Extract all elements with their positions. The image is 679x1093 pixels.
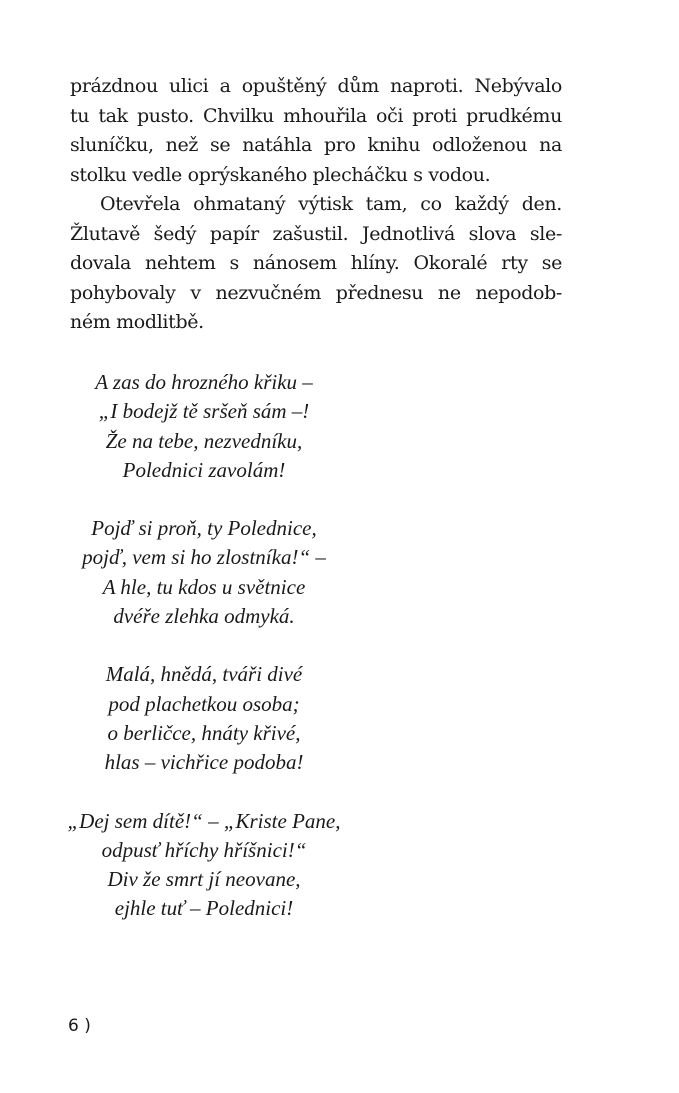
- verse-line: dvéře zlehka odmyká.: [113, 604, 295, 629]
- verse-line: Div že smrt jí neovane,: [107, 867, 301, 892]
- verse-line: „I bodejž tě sršeň sám –!: [98, 399, 310, 424]
- verse-line: A zas do hrozného křiku –: [95, 370, 313, 394]
- verse-line: o berličce, hnáty křivé,: [107, 720, 301, 745]
- poem-stanza: [70, 368, 562, 485]
- poem-stanza: [67, 807, 562, 924]
- verse-line: Že na tebe, nezvedníku,: [105, 428, 303, 453]
- prose-line: stolku vedle oprýskaného plecháčku s vodou.: [70, 163, 491, 186]
- verse-line: Polednici zavolám!: [122, 457, 286, 482]
- prose-line: pohybovaly v nezvučném přednesu ne nepodob-: [70, 281, 562, 304]
- paragraph-2: [70, 190, 562, 338]
- paragraph-1: [70, 72, 562, 190]
- verse-line: ejhle tuť – Polednici!: [114, 896, 294, 921]
- prose-line: tu tak pusto. Chvilku mhouřila oči proti prudkému: [70, 104, 562, 127]
- prose-line: dovala nehtem s nánosem hlíny. Okoralé rty se: [70, 252, 562, 274]
- prose-line: Otevřela ohmataný výtisk tam, co každý den.: [100, 193, 562, 215]
- prose-line: ném modlitbě.: [70, 311, 204, 333]
- page-body: [70, 72, 562, 338]
- verse-line: pojď, vem si ho zlostníka!“ –: [82, 545, 326, 570]
- prose-line: Žlutavě šedý papír zašustil. Jednotlivá slova sle-: [70, 222, 562, 245]
- poem-stanza: [70, 514, 562, 631]
- prose-line: sluníčku, než se natáhla pro knihu odloženou na: [70, 134, 562, 156]
- verse-line: pod plachetkou osoba;: [108, 691, 300, 716]
- verse-line: odpusť hříchy hříšnici!“: [101, 837, 307, 862]
- poem-stanza: [70, 660, 562, 777]
- verse-line: A hle, tu kdos u světnice: [102, 574, 306, 599]
- page-number: 6 ): [68, 1016, 91, 1036]
- poem: [67, 368, 562, 953]
- verse-line: Pojď si proň, ty Polednice,: [91, 516, 317, 541]
- prose-line: prázdnou ulici a opuštěný dům naproti. Nebývalo: [70, 75, 562, 97]
- verse-line: Malá, hnědá, tváři divé: [105, 662, 303, 687]
- verse-line: „Dej sem dítě!“ – „Kriste Pane,: [67, 808, 341, 833]
- verse-line: hlas – vichřice podoba!: [104, 750, 304, 775]
